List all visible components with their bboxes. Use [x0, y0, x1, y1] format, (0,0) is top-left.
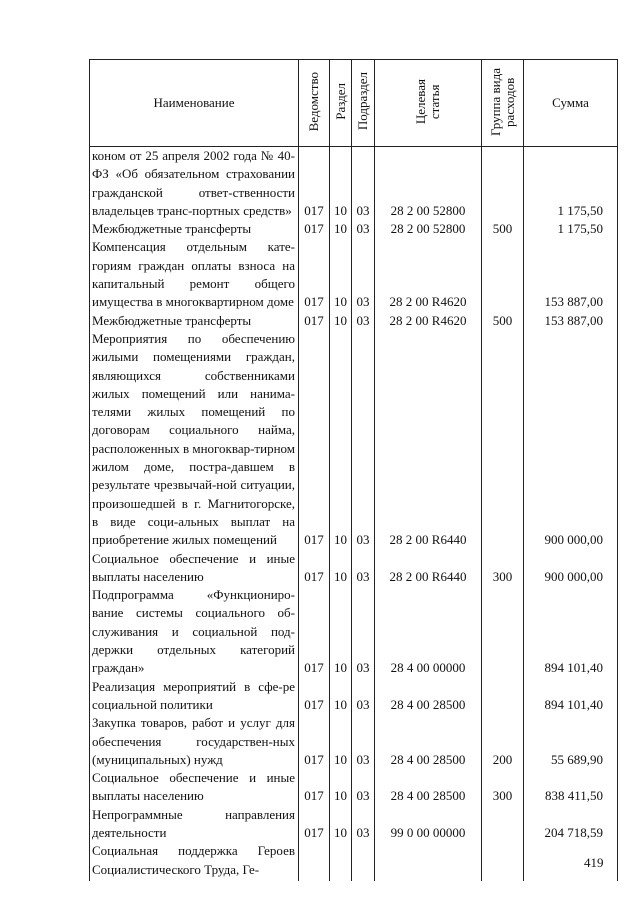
- row-summa: 153 887,00: [524, 238, 618, 311]
- row-celevaya-statya: 28 2 00 R6440: [375, 550, 482, 587]
- row-gruppa: [482, 842, 524, 881]
- table-row: [90, 678, 618, 715]
- table-header: [90, 60, 618, 147]
- row-name: Межбюджетные трансферты: [90, 220, 299, 238]
- header-summa: Сумма: [524, 60, 618, 147]
- table-row: [90, 806, 618, 843]
- row-podrazdel: 03: [352, 714, 375, 769]
- row-vedomstvo: 017: [299, 147, 330, 221]
- table-row: [90, 220, 618, 238]
- row-summa: 1 175,50: [524, 220, 618, 238]
- table-row: [90, 586, 618, 677]
- row-celevaya-statya: 28 4 00 00000: [375, 586, 482, 677]
- row-summa: 894 101,40: [524, 678, 618, 715]
- header-celevaya-statya: Целевая статья: [375, 60, 482, 147]
- header-gruppa-vida-raskhodov: Группа вида расходов: [482, 60, 524, 147]
- row-name: Компенсация отдельным кате-гориям граждан оплаты взноса на капитальный ремонт общего имущества в многоквартирном доме: [90, 238, 299, 311]
- row-celevaya-statya: 28 4 00 28500: [375, 678, 482, 715]
- row-name: Мероприятия по обеспечению жилыми помещениями граждан, являющихся собственниками жилых помещений или нанима-телями жилых помещений по договорам социального найма, расположенных в многоквар-тирном жилом доме, постра-давшем в результате чрезвычай-ной ситуации, произошедшей в г. Магнитогорске, в виде соци-альных выплат на приобретение жилых помещений: [90, 330, 299, 550]
- row-razdel: [330, 842, 352, 881]
- row-name: Социальное обеспечение и иные выплаты населению: [90, 769, 299, 806]
- row-razdel: 10: [330, 220, 352, 238]
- table-row: [90, 330, 618, 550]
- row-vedomstvo: [299, 842, 330, 881]
- header-podrazdel: Подраздел: [352, 60, 375, 147]
- row-vedomstvo: 017: [299, 330, 330, 550]
- table-row: [90, 714, 618, 769]
- row-gruppa: [482, 238, 524, 311]
- row-summa: 900 000,00: [524, 550, 618, 587]
- row-razdel: 10: [330, 806, 352, 843]
- row-summa: 900 000,00: [524, 330, 618, 550]
- row-vedomstvo: 017: [299, 238, 330, 311]
- row-name: Социальное обеспечение и иные выплаты населению: [90, 550, 299, 587]
- row-gruppa: [482, 147, 524, 221]
- row-razdel: 10: [330, 330, 352, 550]
- row-vedomstvo: 017: [299, 586, 330, 677]
- row-podrazdel: 03: [352, 806, 375, 843]
- header-razdel: Раздел: [330, 60, 352, 147]
- row-razdel: 10: [330, 238, 352, 311]
- header-vedomstvo: Ведомство: [299, 60, 330, 147]
- row-summa: 838 411,50: [524, 769, 618, 806]
- row-gruppa: 500: [482, 312, 524, 330]
- table-row: [90, 550, 618, 587]
- row-podrazdel: 03: [352, 220, 375, 238]
- row-gruppa: 200: [482, 714, 524, 769]
- row-podrazdel: [352, 842, 375, 881]
- table-row: [90, 769, 618, 806]
- row-celevaya-statya: 28 2 00 R4620: [375, 238, 482, 311]
- row-razdel: 10: [330, 312, 352, 330]
- row-razdel: 10: [330, 769, 352, 806]
- row-gruppa: [482, 330, 524, 550]
- row-podrazdel: 03: [352, 330, 375, 550]
- row-razdel: 10: [330, 678, 352, 715]
- row-vedomstvo: 017: [299, 714, 330, 769]
- row-vedomstvo: 017: [299, 550, 330, 587]
- row-razdel: 10: [330, 714, 352, 769]
- table-row: [90, 147, 618, 221]
- row-celevaya-statya: 28 2 00 R4620: [375, 312, 482, 330]
- row-celevaya-statya: 28 2 00 52800: [375, 147, 482, 221]
- row-summa: 204 718,59: [524, 806, 618, 843]
- row-name: коном от 25 апреля 2002 года № 40-ФЗ «Об обязательном страховании гражданской ответ-ственности владельцев транс-портных средств»: [90, 147, 299, 221]
- row-celevaya-statya: [375, 842, 482, 881]
- row-gruppa: 300: [482, 550, 524, 587]
- row-gruppa: 300: [482, 769, 524, 806]
- row-summa: 153 887,00: [524, 312, 618, 330]
- row-gruppa: [482, 678, 524, 715]
- row-vedomstvo: 017: [299, 220, 330, 238]
- row-celevaya-statya: 99 0 00 00000: [375, 806, 482, 843]
- row-summa: 1 175,50: [524, 147, 618, 221]
- row-summa: 55 689,90: [524, 714, 618, 769]
- row-podrazdel: 03: [352, 678, 375, 715]
- row-celevaya-statya: 28 2 00 52800: [375, 220, 482, 238]
- row-gruppa: 500: [482, 220, 524, 238]
- row-vedomstvo: 017: [299, 678, 330, 715]
- row-podrazdel: 03: [352, 550, 375, 587]
- row-podrazdel: 03: [352, 147, 375, 221]
- row-podrazdel: 03: [352, 312, 375, 330]
- row-name: Социальная поддержка Героев Социалистического Труда, Ге-: [90, 842, 299, 881]
- row-vedomstvo: 017: [299, 806, 330, 843]
- row-podrazdel: 03: [352, 238, 375, 311]
- row-razdel: 10: [330, 586, 352, 677]
- row-gruppa: [482, 586, 524, 677]
- row-celevaya-statya: 28 4 00 28500: [375, 769, 482, 806]
- row-vedomstvo: 017: [299, 312, 330, 330]
- row-celevaya-statya: 28 4 00 28500: [375, 714, 482, 769]
- row-vedomstvo: 017: [299, 769, 330, 806]
- row-gruppa: [482, 806, 524, 843]
- budget-table: [89, 59, 618, 881]
- table-row: [90, 842, 618, 881]
- row-name: Межбюджетные трансферты: [90, 312, 299, 330]
- row-podrazdel: 03: [352, 586, 375, 677]
- row-celevaya-statya: 28 2 00 R6440: [375, 330, 482, 550]
- header-name: Наименование: [90, 60, 299, 147]
- table-body: [90, 147, 618, 881]
- row-razdel: 10: [330, 550, 352, 587]
- table-row: [90, 238, 618, 311]
- row-name: Закупка товаров, работ и услуг для обеспечения государствен-ных (муниципальных) нужд: [90, 714, 299, 769]
- page-number: 419: [584, 855, 604, 870]
- table-row: [90, 312, 618, 330]
- row-summa: 894 101,40: [524, 586, 618, 677]
- row-name: Реализация мероприятий в сфе-ре социальной политики: [90, 678, 299, 715]
- row-name: Подпрограмма «Функциониро-вание системы социального об-служивания и социальной под-держки отдельных категорий граждан»: [90, 586, 299, 677]
- row-podrazdel: 03: [352, 769, 375, 806]
- row-razdel: 10: [330, 147, 352, 221]
- row-name: Непрограммные направления деятельности: [90, 806, 299, 843]
